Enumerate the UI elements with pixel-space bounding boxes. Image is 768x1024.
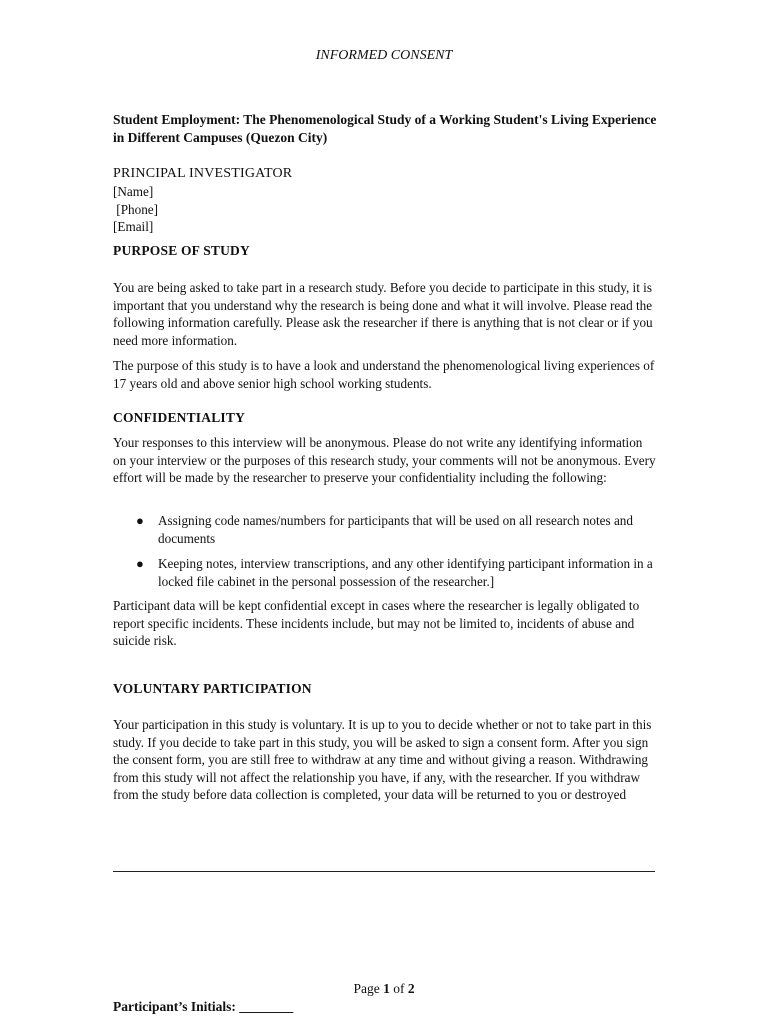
page-of: of [389,981,408,996]
pi-phone: [Phone] [113,201,159,217]
voluntary-heading: VOLUNTARY PARTICIPATION [113,681,312,696]
purpose-heading: PURPOSE OF STUDY [113,243,250,258]
study-title: Student Employment: The Phenomenological Study of a Working Student's Living Experience in Different Campuses (Quezon City) [113,112,657,145]
participant-initials-field: Participant’s Initials: ________ [113,999,294,1014]
confidentiality-paragraph-2: Participant data will be kept confidential except in cases where the researcher is legally obligated to report specific incidents. These incidents include, but may not be limited to, incidents of abuse and suicide risk. [113,598,640,649]
bullet-icon: ● [136,513,144,528]
document-title: INFORMED CONSENT [315,48,453,63]
confidentiality-paragraph-1: Your responses to this interview will be anonymous. Please do not write any identifying information on your interview or the purposes of this research study, your comments will not be anonymous. Every effort will be made by the researcher to preserve your confidentiality including the following: [113,435,656,486]
principal-investigator-details [113,183,158,236]
page-number [0,980,768,998]
confidentiality-heading: CONFIDENTIALITY [113,410,246,425]
list-item [113,512,658,547]
page-total: 2 [407,981,415,996]
pi-email: [Email] [113,219,154,235]
principal-investigator-heading: PRINCIPAL INVESTIGATOR [113,166,293,181]
pi-name: [Name] [113,184,154,199]
page-current: 1 [383,981,390,996]
page-prefix: Page [353,981,384,996]
signature-line [113,871,655,872]
bullet-icon: ● [136,556,144,572]
voluntary-paragraph-1: Your participation in this study is voluntary. It is up to you to decide whether or not to take part in this study. If you decide to take part in this study, you will be asked to sign a consent form. After you sign the consent form, you are still free to withdraw at any time and without giving a reason. Withdrawing from this study will not affect the relationship you have, if any, with the researcher. If you withdraw from the study before data collection is completed, your data will be returned to you or destroyed [113,717,652,803]
purpose-paragraph-1: You are being asked to take part in a research study. Before you decide to participate in this study, it is important that you understand why the research is being done and what it will involve. Please read the following information carefully. Please ask the researcher if there is anything that is not clear or if you need more information. [113,280,653,348]
bullet-text: Keeping notes, interview transcriptions, and any other identifying participant information in a locked file cabinet in the personal possession of the researcher.] [158,556,653,589]
purpose-paragraph-2: The purpose of this study is to have a look and understand the phenomenological living experiences of 17 years old and above senior high school working students. [113,358,655,391]
list-item [113,555,658,590]
confidentiality-bullet-list [113,512,658,598]
bullet-text: Assigning code names/numbers for participants that will be used on all research notes and documents [158,513,633,546]
